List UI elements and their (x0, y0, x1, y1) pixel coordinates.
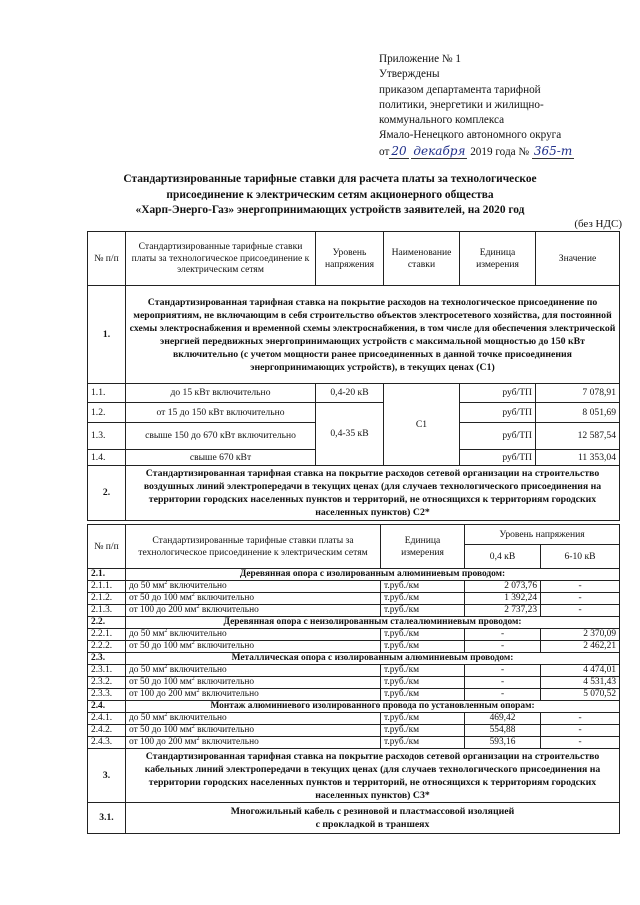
group-title: Деревянная опора с неизолированным сталеалюминиевым проводом: (126, 617, 620, 629)
row-v610: - (541, 725, 620, 737)
row-v04: 2 737,23 (465, 605, 541, 617)
row-unit: т.руб./км (381, 605, 465, 617)
sup: 2 (191, 640, 195, 647)
document-title (95, 172, 565, 219)
approval-line: Ямало-Ненецкого автономного округа (379, 129, 562, 142)
row-v610: 2 462,21 (541, 641, 620, 653)
approval-block (379, 52, 619, 160)
row-name (126, 641, 381, 653)
row-name-suffix: включительно (194, 725, 255, 736)
row-num: 2.3.3. (88, 689, 126, 701)
row-num: 1.2. (88, 403, 126, 423)
row-num: 1.4. (88, 450, 126, 466)
row-name (126, 665, 381, 677)
row-name (126, 605, 381, 617)
row-v04: 469,42 (465, 713, 541, 725)
sup: 2 (164, 712, 168, 719)
row-v610: - (541, 737, 620, 749)
row-num: 1.3. (88, 423, 126, 450)
row-name: до 15 кВт включительно (126, 384, 316, 403)
sup: 2 (191, 724, 195, 731)
row-value: 8 051,69 (536, 403, 620, 423)
date-year: 2019 года № (470, 145, 530, 158)
row-name-suffix: включительно (167, 665, 227, 676)
row-name-suffix: включительно (199, 737, 259, 748)
table-row (88, 641, 620, 653)
section-num: 3. (88, 749, 126, 803)
group-num: 2.1. (88, 569, 126, 581)
section-row (88, 749, 620, 803)
section-row (88, 803, 620, 834)
section-text: Стандартизированная тарифная ставка на покрытие расходов сетевой организации на строительство воздушных линий электропередачи в текущих ценах (для случаев технологического присоединения на территории городских населенных пунктов и территорий, не относящихся к территориям городских населенных пунктов) С2* (126, 466, 620, 521)
row-name: от 15 до 150 кВт включительно (126, 403, 316, 423)
section-text: Стандартизированная тарифная ставка на покрытие расходов на технологическое присоединение по мероприятиям, не включающим в себя строительство объектов электросетевого хозяйства, для постоянной схемы электроснабжения и временной схемы электроснабжения, в том числе для обеспечения электрической энергией передвижных энергопринимающих устройств с максимальной мощностью до 150 кВт включительно (с учетом мощности ранее присоединенных в данной точке присоединения энергопринимающих устройств), в текущих ценах (С1) (126, 286, 620, 384)
section-line-2: с прокладкой в траншеях (315, 819, 430, 830)
row-name-suffix: включительно (194, 593, 255, 604)
handwritten-month: декабря (413, 143, 466, 158)
sup: 2 (196, 688, 200, 695)
row-name-suffix: включительно (167, 713, 227, 724)
header-unit: Единица измерения (460, 232, 536, 286)
sup: 2 (164, 664, 168, 671)
row-unit: руб/ТП (460, 450, 536, 466)
section-text (126, 803, 620, 834)
row-unit: т.руб./км (381, 665, 465, 677)
table-row (88, 384, 620, 403)
row-unit: т.руб./км (381, 725, 465, 737)
row-v610: - (541, 605, 620, 617)
row-unit: т.руб./км (381, 677, 465, 689)
group-row (88, 617, 620, 629)
row-v610: - (541, 593, 620, 605)
approval-line: политики, энергетики и жилищно- (379, 98, 544, 111)
sup: 2 (196, 604, 200, 611)
row-v610: 4 531,43 (541, 677, 620, 689)
row-name-text: от 50 до 100 мм (129, 677, 192, 688)
table-row (88, 665, 620, 677)
section-num: 1. (88, 286, 126, 384)
row-name-text: до 50 мм (129, 713, 165, 724)
row-unit: т.руб./км (381, 689, 465, 701)
row-unit: руб/ТП (460, 403, 536, 423)
header-name: Стандартизированные тарифные ставки платы за технологическое присоединение к электрическим сетям (126, 232, 316, 286)
table-header-row (88, 525, 620, 545)
row-v610: - (541, 713, 620, 725)
row-name-suffix: включительно (194, 677, 255, 688)
row-unit: руб/ТП (460, 423, 536, 450)
row-name (126, 725, 381, 737)
approval-line: коммунального комплекса (379, 114, 505, 127)
row-name-suffix: включительно (167, 581, 227, 592)
section-num: 3.1. (88, 803, 126, 834)
row-name-suffix: включительно (167, 629, 227, 640)
group-num: 2.4. (88, 701, 126, 713)
approval-line: приказом департамента тарифной (379, 83, 541, 96)
row-v04: 1 392,24 (465, 593, 541, 605)
table-header-row (88, 232, 620, 286)
row-name-text: до 50 мм (129, 629, 165, 640)
table-row (88, 725, 620, 737)
table-row (88, 629, 620, 641)
group-title: Деревянная опора с изолированным алюминиевым проводом: (126, 569, 620, 581)
row-num: 2.4.1. (88, 713, 126, 725)
sup: 2 (191, 592, 195, 599)
group-row (88, 653, 620, 665)
section-row (88, 286, 620, 384)
tariff-table-1 (87, 231, 620, 521)
row-name-suffix: включительно (194, 641, 255, 652)
row-v04: - (465, 665, 541, 677)
row-v610: 4 474,01 (541, 665, 620, 677)
table-row (88, 403, 620, 423)
row-num: 2.4.3. (88, 737, 126, 749)
header-value: Значение (536, 232, 620, 286)
row-name-text: от 100 до 200 мм (129, 689, 197, 700)
approval-date-line (379, 144, 619, 160)
voltage-cell: 0,4-35 кВ (316, 403, 384, 466)
header-num: № п/п (88, 232, 126, 286)
section-row (88, 466, 620, 521)
table-row (88, 677, 620, 689)
table-row (88, 713, 620, 725)
group-num: 2.3. (88, 653, 126, 665)
row-name-text: до 50 мм (129, 665, 165, 676)
row-unit: т.руб./км (381, 641, 465, 653)
handwritten-order-number: 365-т (533, 143, 573, 158)
header-unit: Единица измерения (381, 525, 465, 569)
group-row (88, 701, 620, 713)
group-title: Монтаж алюминиевого изолированного провода по установленным опорам: (126, 701, 620, 713)
row-value: 12 587,54 (536, 423, 620, 450)
header-voltage: Уровень напряжения (316, 232, 384, 286)
row-unit: т.руб./км (381, 581, 465, 593)
rate-name-cell: С1 (384, 384, 460, 466)
group-row (88, 569, 620, 581)
section-text: Стандартизированная тарифная ставка на покрытие расходов сетевой организации на строительство кабельных линий электропередачи в текущих ценах (для случаев технологического присоединения на территории городских населенных пунктов и территорий, не относящихся к территориям городских населенных пунктов) С3* (126, 749, 620, 803)
row-name-suffix: включительно (199, 605, 259, 616)
voltage-cell: 0,4-20 кВ (316, 384, 384, 403)
row-name-text: до 50 мм (129, 581, 165, 592)
table-row (88, 737, 620, 749)
row-name-text: от 100 до 200 мм (129, 737, 197, 748)
sup: 2 (164, 628, 168, 635)
header-num: № п/п (88, 525, 126, 569)
row-name (126, 737, 381, 749)
row-num: 2.1.1. (88, 581, 126, 593)
row-num: 2.3.2. (88, 677, 126, 689)
row-name (126, 713, 381, 725)
vat-note: (без НДС) (574, 218, 622, 230)
table-row (88, 605, 620, 617)
row-name: свыше 150 до 670 кВт включительно (126, 423, 316, 450)
row-num: 1.1. (88, 384, 126, 403)
header-voltage: Уровень напряжения (465, 525, 620, 545)
row-v04: 554,88 (465, 725, 541, 737)
row-name (126, 581, 381, 593)
row-v610: - (541, 581, 620, 593)
group-title: Металлическая опора с изолированным алюминиевым проводом: (126, 653, 620, 665)
section-num: 2. (88, 466, 126, 521)
row-name-text: от 50 до 100 мм (129, 593, 192, 604)
title-line-1: Стандартизированные тарифные ставки для расчета платы за технологическое (123, 173, 537, 185)
row-name-text: от 50 до 100 мм (129, 641, 192, 652)
section-line-1: Многожильный кабель с резиновой и пластмассовой изоляцией (230, 806, 515, 817)
tariff-table-2 (87, 524, 620, 834)
header-v610: 6-10 кВ (541, 545, 620, 569)
row-unit: т.руб./км (381, 593, 465, 605)
row-name (126, 629, 381, 641)
sup: 2 (191, 676, 195, 683)
row-v04: - (465, 677, 541, 689)
row-v04: - (465, 641, 541, 653)
handwritten-day: 20 (391, 143, 407, 158)
group-num: 2.2. (88, 617, 126, 629)
row-name (126, 689, 381, 701)
row-unit: т.руб./км (381, 713, 465, 725)
row-v04: - (465, 629, 541, 641)
row-v610: 5 070,52 (541, 689, 620, 701)
header-name: Стандартизированные тарифные ставки платы за технологическое присоединение к электрическим сетям (126, 525, 381, 569)
row-v610: 2 370,09 (541, 629, 620, 641)
approval-line: Приложение № 1 (379, 53, 461, 65)
row-v04: 2 073,76 (465, 581, 541, 593)
title-line-3: «Харп-Энерго-Газ» энергопринимающих устройств заявителей, на 2020 год (135, 204, 525, 217)
approval-line: Утверждены (379, 68, 440, 81)
table-row (88, 689, 620, 701)
row-unit: т.руб./км (381, 737, 465, 749)
table-row (88, 593, 620, 605)
row-value: 11 353,04 (536, 450, 620, 466)
row-name-suffix: включительно (199, 689, 259, 700)
row-num: 2.3.1. (88, 665, 126, 677)
row-name (126, 593, 381, 605)
table-row (88, 581, 620, 593)
row-num: 2.1.2. (88, 593, 126, 605)
row-unit: руб/ТП (460, 384, 536, 403)
sup: 2 (196, 736, 200, 743)
row-unit: т.руб./км (381, 629, 465, 641)
sup: 2 (164, 580, 168, 587)
row-num: 2.2.2. (88, 641, 126, 653)
row-value: 7 078,91 (536, 384, 620, 403)
row-num: 2.1.3. (88, 605, 126, 617)
row-name-text: от 50 до 100 мм (129, 725, 192, 736)
title-line-2: присоединение к электрическим сетям акционерного общества (166, 188, 494, 201)
row-num: 2.4.2. (88, 725, 126, 737)
row-v04: 593,16 (465, 737, 541, 749)
row-name-text: от 100 до 200 мм (129, 605, 197, 616)
row-name: свыше 670 кВт (126, 450, 316, 466)
row-num: 2.2.1. (88, 629, 126, 641)
header-v04: 0,4 кВ (465, 545, 541, 569)
row-v04: - (465, 689, 541, 701)
row-name (126, 677, 381, 689)
date-prefix: от (379, 145, 390, 158)
header-rate: Наименование ставки (384, 232, 460, 286)
